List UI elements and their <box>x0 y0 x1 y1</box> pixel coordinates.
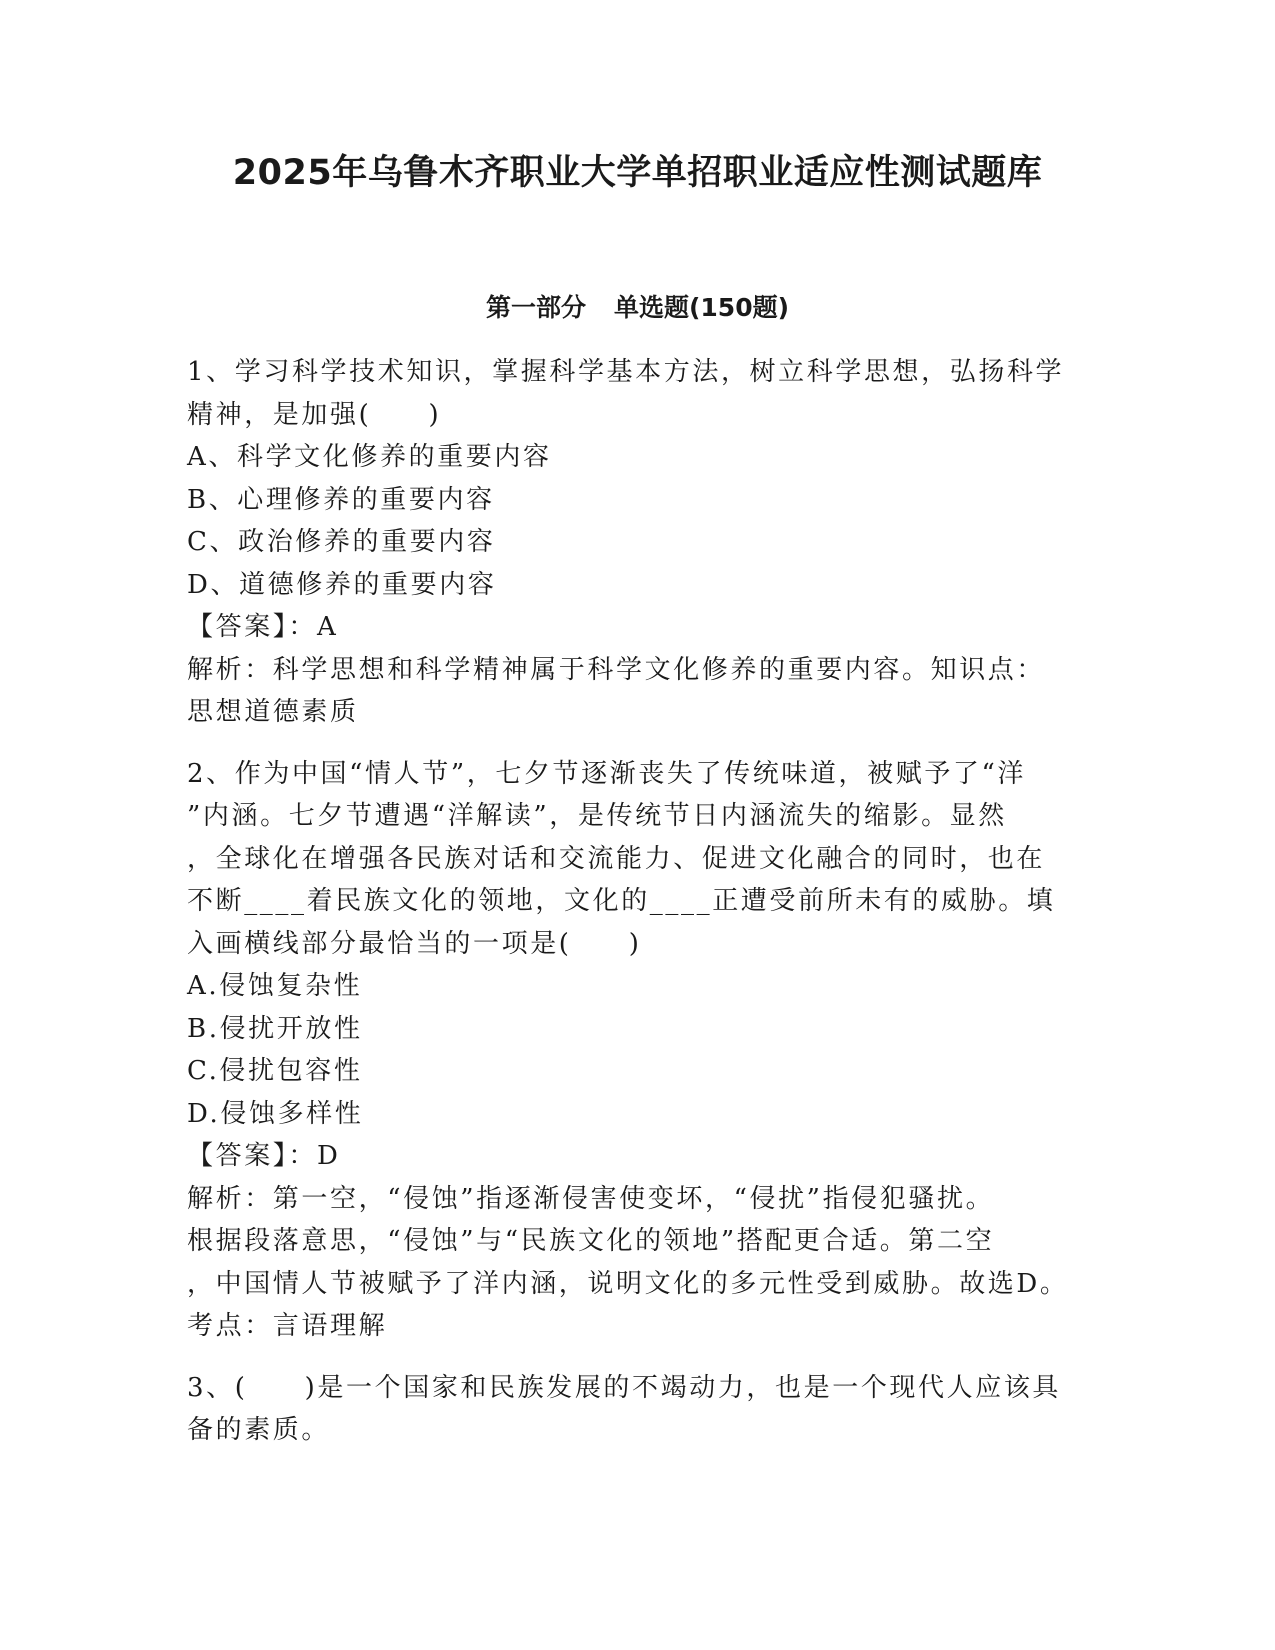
option-b: B、心理修养的重要内容 <box>187 484 495 515</box>
question-text-line: 入画横线部分最恰当的一项是( ) <box>187 928 642 959</box>
question-3 <box>187 1367 1080 1452</box>
option-a: A.侵蚀复杂性 <box>187 971 363 1001</box>
analysis-line: 考点：言语理解 <box>187 1311 388 1341</box>
question-text-line: 1、学习科学技术知识，掌握科学基本方法，树立科学思想，弘扬科学 <box>187 357 1065 387</box>
option-a: A、科学文化修养的重要内容 <box>187 442 552 472</box>
question-text-line: 备的素质。 <box>187 1415 331 1445</box>
option-c: C、政治修养的重要内容 <box>187 527 496 557</box>
question-text-line: 精神，是加强( ) <box>187 399 442 430</box>
section-title <box>0 291 1275 325</box>
option-d: D、道德修养的重要内容 <box>187 569 497 600</box>
option-c: C.侵扰包容性 <box>187 1056 363 1086</box>
option-d: D.侵蚀多样性 <box>187 1098 364 1129</box>
answer: 【答案】：A <box>187 612 339 642</box>
question-text-line: 不断____着民族文化的领地，文化的____正遭受前所未有的威胁。填 <box>187 886 1056 916</box>
question-text-line: 3、( )是一个国家和民族发展的不竭动力，也是一个现代人应该具 <box>187 1372 1062 1403</box>
question-list <box>187 351 1080 1452</box>
section-name: 单选题(150题) <box>613 293 790 322</box>
question-2 <box>187 753 1080 1348</box>
section-part: 第一部分 <box>485 293 586 322</box>
option-b: B.侵扰开放性 <box>187 1013 363 1044</box>
question-1 <box>187 351 1080 734</box>
analysis-line: 解析：科学思想和科学精神属于科学文化修养的重要内容。知识点： <box>187 654 1046 685</box>
question-text-line: ，全球化在增强各民族对话和交流能力、促进文化融合的同时，也在 <box>187 843 1046 874</box>
document-title: 2025年乌鲁木齐职业大学单招职业适应性测试题库 <box>232 153 1043 193</box>
question-text-line: 2、作为中国“情人节”，七夕节逐渐丧失了传统味道，被赋予了“洋 <box>187 758 1027 789</box>
answer: 【答案】：D <box>187 1141 341 1171</box>
analysis-line: 根据段落意思，“侵蚀”与“民族文化的领地”搭配更合适。第二空 <box>187 1226 995 1256</box>
analysis-line: ，中国情人节被赋予了洋内涵，说明文化的多元性受到威胁。故选D。 <box>187 1268 1069 1299</box>
analysis-line: 思想道德素质 <box>187 697 359 727</box>
analysis-line: 解析：第一空，“侵蚀”指逐渐侵害使变坏，“侵扰”指侵犯骚扰。 <box>187 1183 995 1214</box>
question-text-line: ”内涵。七夕节遭遇“洋解读”，是传统节日内涵流失的缩影。显然 <box>187 801 1007 831</box>
